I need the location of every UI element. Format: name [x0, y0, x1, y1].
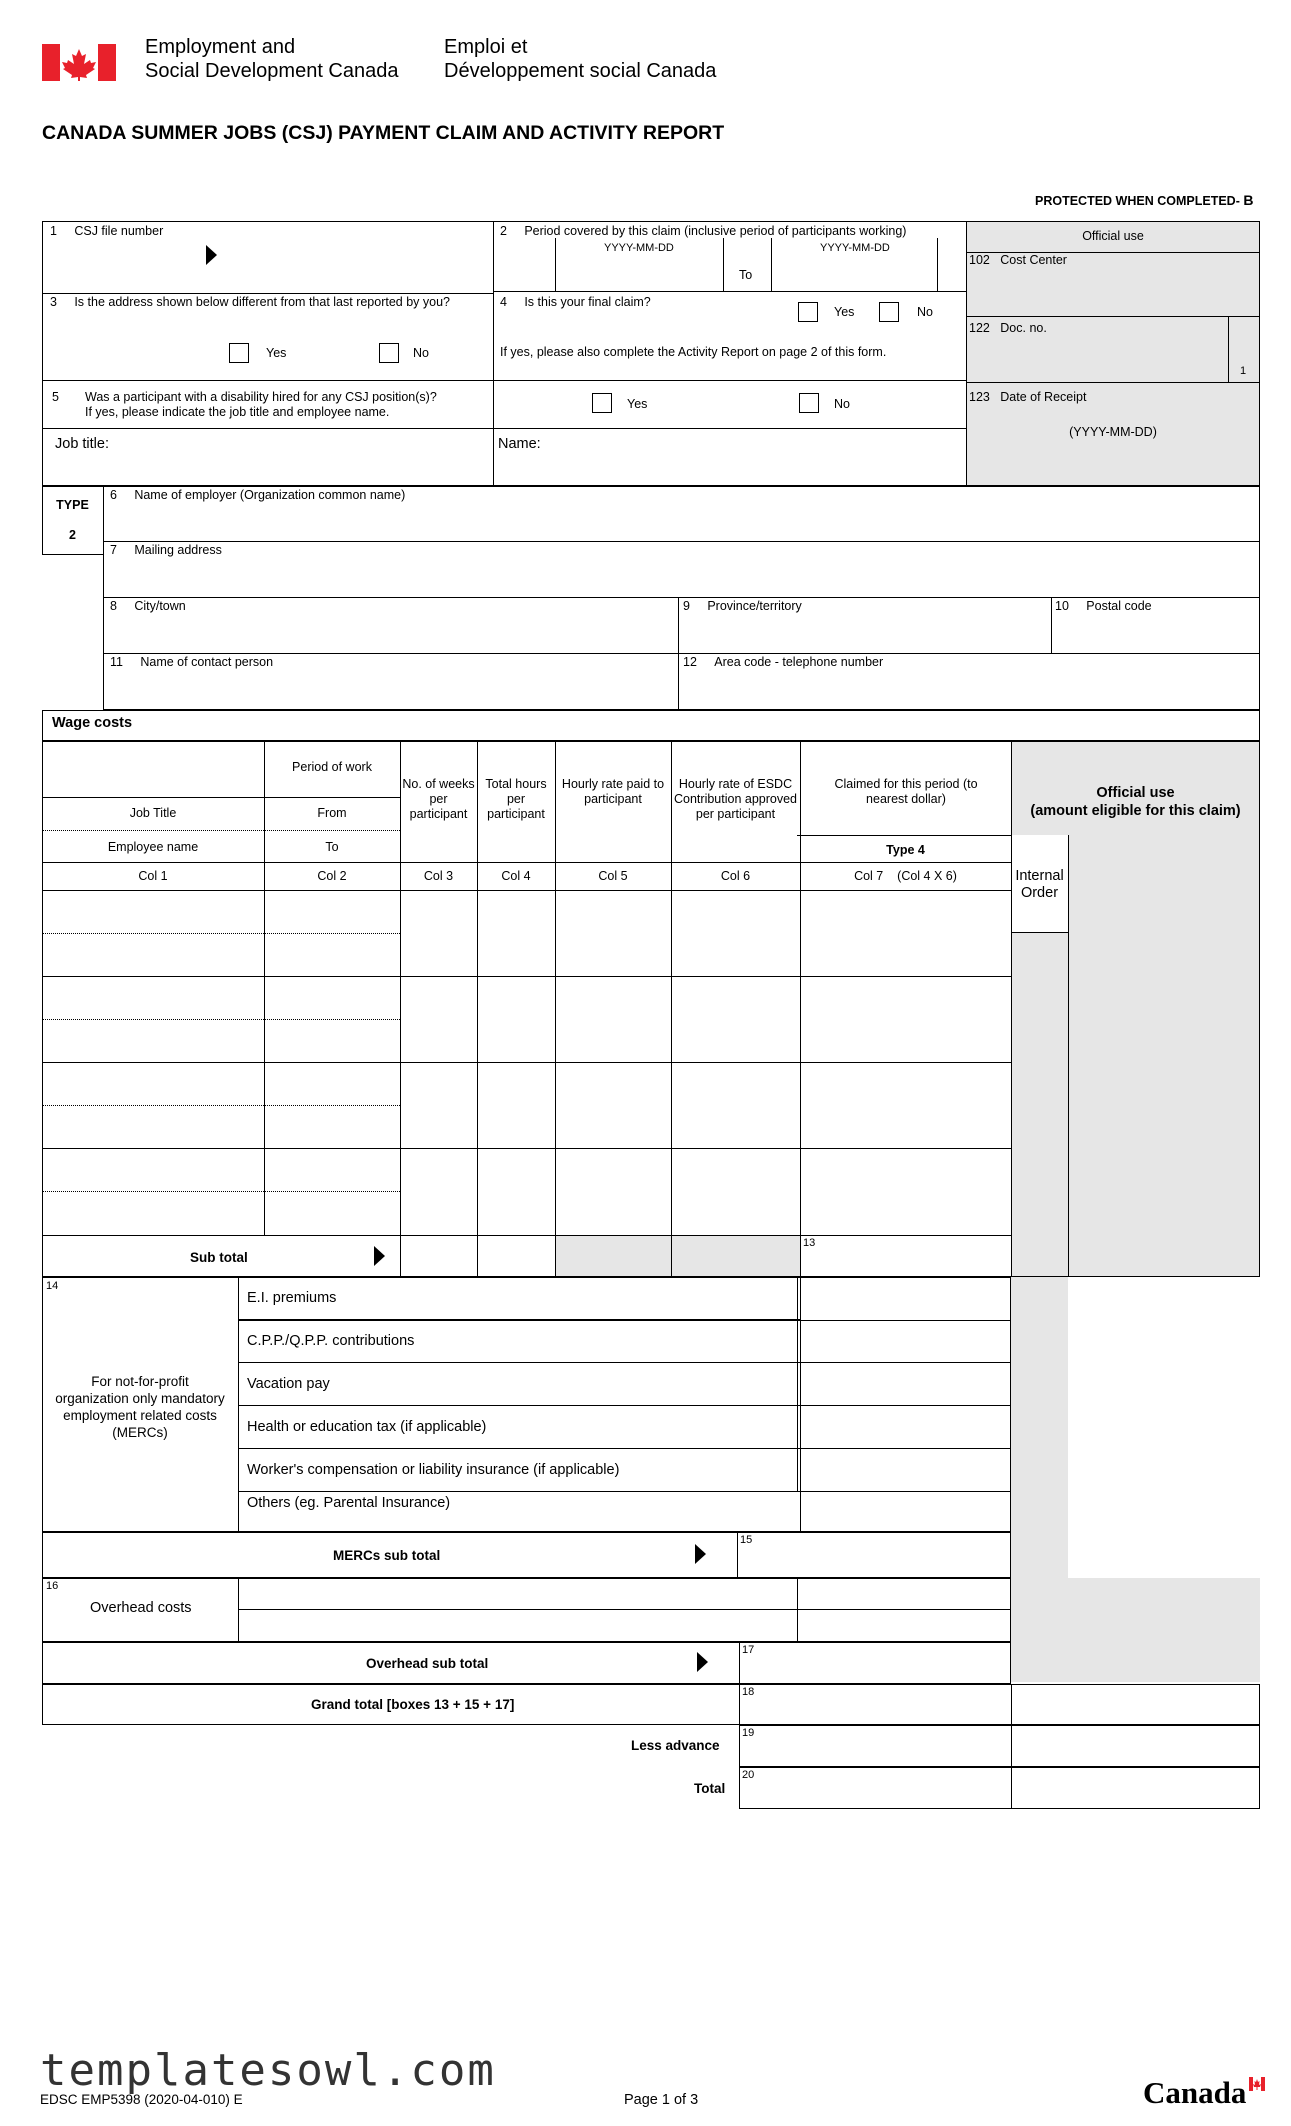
total-label: Total: [694, 1781, 726, 1796]
box-15-number: 15: [740, 1534, 753, 1546]
city-input[interactable]: [106, 616, 676, 651]
merc-vacation-input[interactable]: [802, 1364, 1009, 1403]
final-claim-no-checkbox[interactable]: [879, 302, 899, 322]
disability-no-checkbox[interactable]: [799, 393, 819, 413]
mailing-address-input[interactable]: [106, 560, 1256, 595]
hours-header: Total hours per participant: [485, 777, 547, 821]
col-1-label: Col 1: [138, 869, 168, 883]
official-use-sub-header: (amount eligible for this claim): [1030, 803, 1241, 819]
field-123-label: 123 Date of Receipt: [969, 390, 1087, 404]
merc-others-label: Others (eg. Parental Insurance): [247, 1495, 451, 1511]
dept-name-fr-2: Développement social Canada: [444, 60, 717, 82]
employee-name-header: Employee name: [107, 840, 199, 854]
less-advance-input[interactable]: [741, 1727, 1009, 1765]
period-of-work-header: Period of work: [292, 760, 372, 774]
grand-total-label: Grand total [boxes 13 + 15 + 17]: [311, 1697, 515, 1712]
employer-name-input[interactable]: [106, 505, 1256, 539]
form-title: CANADA SUMMER JOBS (CSJ) PAYMENT CLAIM AND ACTIVITY REPORT: [42, 122, 725, 144]
address-no-label: No: [413, 346, 429, 360]
box-19-number: 19: [742, 1727, 755, 1739]
box-13-number: 13: [803, 1237, 816, 1249]
form-id: EDSC EMP5398 (2020-04-010) E: [40, 2092, 243, 2107]
field-3-label: 3 Is the address shown below different from that last reported by you?: [50, 295, 450, 309]
field-122-value: 1: [1240, 365, 1247, 377]
name-input[interactable]: [545, 430, 963, 484]
merc-workers-comp-input[interactable]: [802, 1450, 1009, 1489]
wage-costs-title-box: [42, 710, 1260, 741]
merc-workers-comp-label: Worker's compensation or liability insurance (if applicable): [247, 1462, 620, 1478]
grand-total-row: [42, 1684, 1260, 1725]
address-yes-label: Yes: [266, 346, 287, 360]
col-3-label: Col 3: [423, 869, 454, 883]
col-4-label: Col 4: [501, 869, 531, 883]
field-9-label: 9 Province/territory: [683, 599, 802, 613]
protected-notice: PROTECTED WHEN COMPLETED- B: [1035, 192, 1254, 208]
arrow-right-icon: [695, 1544, 706, 1564]
arrow-right-icon: [374, 1246, 385, 1266]
final-claim-no-label: No: [917, 305, 933, 319]
field-1-label: 1 CSJ file number: [50, 224, 164, 238]
date-format-from: YYYY-MM-DD: [604, 242, 674, 254]
disability-yes-label: Yes: [627, 397, 648, 411]
address-yes-checkbox[interactable]: [229, 343, 249, 363]
type-label: TYPE: [56, 498, 89, 512]
period-from-input[interactable]: [557, 254, 721, 290]
period-to-input[interactable]: [773, 254, 935, 290]
contact-person-input[interactable]: [106, 672, 676, 708]
telephone-input[interactable]: [681, 672, 1258, 708]
mercs-label: For not-for-profit organization only mandatory employment related costs (MERCs): [55, 1374, 225, 1440]
internal-order-header: Internal Order: [1015, 868, 1064, 901]
final-claim-note: If yes, please also complete the Activity Report on page 2 of this form.: [500, 345, 887, 359]
col-2-label: Col 2: [317, 869, 347, 883]
page-number: Page 1 of 3: [624, 2092, 699, 2108]
from-header: From: [317, 806, 347, 820]
csj-file-number-input[interactable]: [225, 240, 485, 288]
address-no-checkbox[interactable]: [379, 343, 399, 363]
field-12-label: 12 Area code - telephone number: [683, 655, 884, 669]
box-16-number: 16: [46, 1580, 59, 1592]
field-11-label: 11 Name of contact person: [110, 655, 274, 669]
field-5-number: 5: [52, 390, 59, 404]
to-label: To: [739, 268, 753, 282]
col-6-label: Col 6: [720, 869, 751, 883]
field-123-format: (YYYY-MM-DD): [1069, 425, 1157, 439]
official-use-title: Official use: [1082, 229, 1144, 243]
field-10-label: 10 Postal code: [1055, 599, 1152, 613]
grand-total-input[interactable]: [741, 1686, 1009, 1723]
date-format-to: YYYY-MM-DD: [820, 242, 890, 254]
box-20-number: 20: [742, 1769, 755, 1781]
arrow-right-icon: [206, 245, 217, 265]
dept-name-en-2: Social Development Canada: [145, 60, 399, 82]
field-8-label: 8 City/town: [110, 599, 186, 613]
col-7-label: Col 7 (Col 4 X 6): [854, 869, 957, 883]
field-7-label: 7 Mailing address: [110, 543, 222, 557]
dept-name-fr-1: Emploi et: [444, 36, 528, 58]
watermark: templatesowl.com: [40, 2045, 496, 2096]
merc-ei-input[interactable]: [802, 1279, 1009, 1318]
job-title-label: Job title:: [55, 436, 109, 452]
merc-cpp-input[interactable]: [802, 1322, 1009, 1360]
field-5-label-2: If yes, please indicate the job title and employee name.: [85, 405, 390, 419]
field-4-label: 4 Is this your final claim?: [500, 295, 651, 309]
field-6-label: 6 Name of employer (Organization common name): [110, 488, 406, 502]
rate-paid-header: Hourly rate paid to participant: [561, 777, 665, 806]
disability-no-label: No: [834, 397, 850, 411]
total-input[interactable]: [741, 1769, 1009, 1807]
merc-health-tax-label: Health or education tax (if applicable): [247, 1419, 487, 1435]
wage-row-3-input[interactable]: [44, 1064, 1009, 1146]
mercs-subtotal-label: MERCs sub total: [333, 1548, 441, 1563]
name-label: Name:: [498, 436, 541, 452]
final-claim-yes-label: Yes: [834, 305, 855, 319]
postal-code-input[interactable]: [1054, 616, 1258, 651]
type-value: 2: [69, 528, 76, 542]
weeks-header: No. of weeks per participant: [402, 777, 475, 821]
field-5-label-1: Was a participant with a disability hired for any CSJ position(s)?: [85, 390, 437, 404]
overhead-subtotal-label: Overhead sub total: [366, 1656, 489, 1671]
merc-others-input[interactable]: [802, 1493, 1009, 1530]
col-5-label: Col 5: [598, 869, 628, 883]
wage-subtotal-label: Sub total: [190, 1250, 248, 1265]
rate-esdc-header: Hourly rate of ESDC Contribution approved per participant: [674, 777, 797, 821]
wage-row-2-input[interactable]: [44, 978, 1009, 1060]
merc-ei-label: E.I. premiums: [247, 1290, 337, 1306]
merc-cpp-label: C.P.P./Q.P.P. contributions: [247, 1333, 415, 1349]
wage-costs-title: Wage costs: [52, 715, 133, 731]
field-122-label: 122 Doc. no.: [969, 321, 1047, 335]
box-18-number: 18: [742, 1686, 755, 1698]
merc-vacation-label: Vacation pay: [247, 1376, 330, 1392]
job-title-header: Job Title: [129, 806, 177, 820]
mercs-subtotal-row: [42, 1532, 1011, 1578]
less-advance-label: Less advance: [631, 1738, 720, 1753]
field-102-label: 102 Cost Center: [969, 253, 1067, 267]
disability-yes-checkbox[interactable]: [592, 393, 612, 413]
wage-row-1-input[interactable]: [44, 892, 1009, 974]
wage-row-4-input[interactable]: [44, 1150, 1009, 1233]
to-header: To: [325, 840, 339, 854]
merc-health-tax-input[interactable]: [802, 1407, 1009, 1446]
field-2-label: 2 Period covered by this claim (inclusive period of participants working): [500, 224, 907, 238]
canada-flag-logo: [42, 44, 116, 81]
arrow-right-icon: [697, 1652, 708, 1672]
canada-wordmark: Canada: [1143, 2075, 1246, 2111]
overhead-subtotal-row: [42, 1642, 1011, 1684]
claimed-header: Claimed for this period (to nearest dollar): [834, 777, 978, 806]
overhead-line-2-input[interactable]: [240, 1611, 1009, 1640]
final-claim-yes-checkbox[interactable]: [798, 302, 818, 322]
overhead-costs-label: Overhead costs: [90, 1600, 192, 1616]
job-title-input[interactable]: [130, 430, 490, 484]
province-input[interactable]: [681, 616, 1049, 651]
box-17-number: 17: [742, 1644, 755, 1656]
overhead-line-1-input[interactable]: [240, 1580, 1009, 1608]
official-use-header: Official use: [1096, 785, 1175, 801]
type-4-header: Type 4: [886, 843, 925, 857]
dept-name-en-1: Employment and: [145, 36, 296, 58]
box-14-number: 14: [46, 1280, 59, 1292]
